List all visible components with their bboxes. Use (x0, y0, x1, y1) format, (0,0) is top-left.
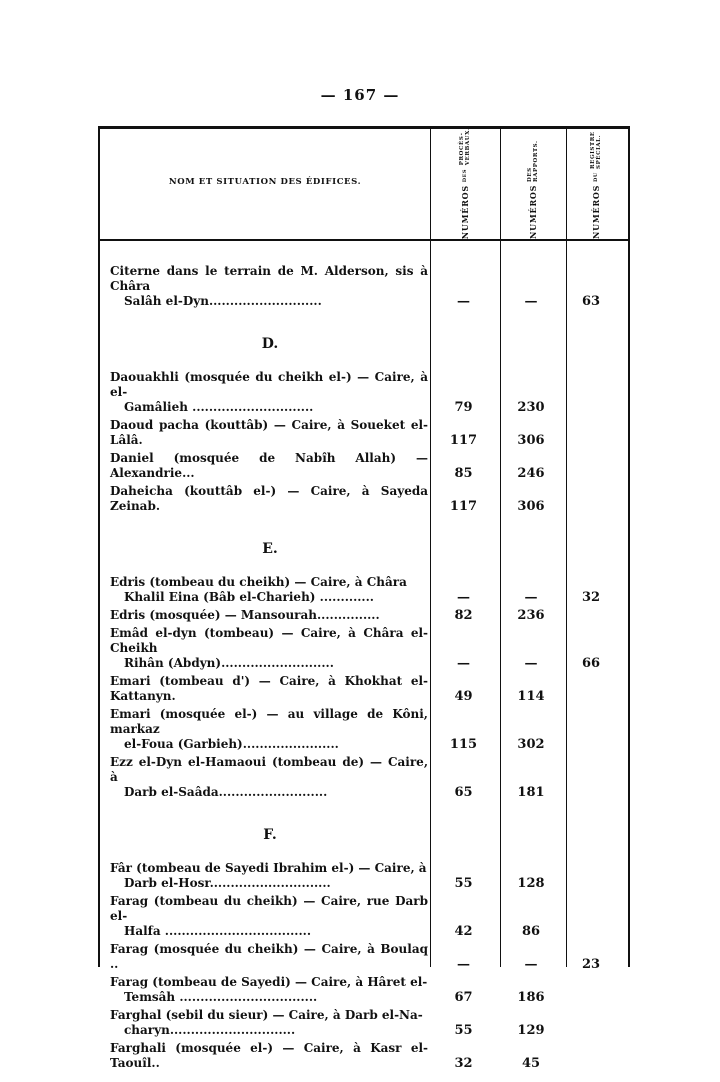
rapport-number: 128 (517, 876, 545, 891)
proces-verbal-number: 55 (454, 1023, 473, 1038)
proces-verbal-number: — (457, 294, 470, 309)
table-row (110, 975, 630, 1005)
edifice-name: Edris (tombeau du cheikh) — Caire, à Châra Khalil Eina (Bâb el-Charieh) ............. (110, 575, 407, 604)
edifice-name: Daouakhli (mosquée du cheikh el-) — Caire, à el- Gamâlieh ............................. (110, 370, 428, 414)
proces-verbal-number: 115 (449, 737, 478, 752)
proces-verbal-number: — (457, 590, 470, 605)
table-row (110, 755, 630, 800)
table-row (110, 894, 630, 939)
table-row (110, 861, 630, 891)
edifice-name: Edris (mosquée) — Mansourah............... (110, 608, 380, 622)
rapport-number: 236 (517, 608, 545, 623)
table-row (110, 484, 630, 514)
table-row (110, 575, 630, 605)
table-row (110, 626, 630, 671)
edifice-name: Farag (tombeau de Sayedi) — Caire, à Hâret el- Temsâh ................................. (110, 975, 428, 1004)
rapport-number: — (524, 656, 538, 671)
edifice-name: Daoud pacha (kouttâb) — Caire, à Soueket el-Lâlâ. (110, 418, 428, 447)
section-letter: F. (263, 827, 277, 843)
rapport-number: 114 (517, 689, 545, 704)
table-row (110, 1041, 630, 1071)
proces-verbal-number: 117 (449, 499, 478, 514)
registre-number: 66 (581, 656, 601, 671)
proces-verbal-number: 79 (454, 400, 473, 415)
proces-verbal-number: 49 (454, 689, 473, 704)
proces-verbal-number: 67 (454, 990, 473, 1005)
proces-verbal-number: 65 (454, 785, 473, 800)
edifice-name: Citerne dans le terrain de M. Alderson, sis à Châra Salâh el-Dyn........................... (110, 264, 428, 308)
rapport-number: 129 (517, 1023, 545, 1038)
edifice-name: Farghal (sebil du sieur) — Caire, à Darb el-Na- charyn.............................. (110, 1008, 423, 1037)
rapport-number: 302 (517, 737, 545, 752)
edifice-name: Emari (mosquée el-) — au village de Kôni, markaz el-Foua (Garbieh)....................... (110, 707, 428, 751)
table-row (110, 674, 630, 704)
header-name-column: NOM ET SITUATION DES ÉDIFICES. (168, 177, 362, 187)
edifice-name: Emâd el-dyn (tombeau) — Caire, à Châra el-Cheikh Rihân (Abdyn)........................... (110, 626, 428, 670)
rapport-number: 306 (517, 433, 545, 448)
table-row (110, 608, 630, 623)
proces-verbal-number: 42 (454, 924, 473, 939)
rapport-number: — (524, 590, 538, 605)
table-body (110, 264, 630, 1074)
rapport-number: 246 (517, 466, 545, 481)
rapport-number: — (524, 957, 538, 972)
header-registre-special: NUMÉROS DU REGISTRE SPÉCIAL. (590, 131, 602, 239)
proces-verbal-number: 85 (454, 466, 473, 481)
edifice-name: Farghali (mosquée el-) — Caire, à Kasr el-Taouîl.. (110, 1041, 428, 1070)
edifice-name: Daniel (mosquée de Nabîh Allah) — Alexandrie... (110, 451, 428, 480)
rapport-number: 181 (517, 785, 545, 800)
table-row (110, 942, 630, 972)
edifice-name: Farag (tombeau du cheikh) — Caire, rue Darb el- Halfa ................................... (110, 894, 428, 938)
header-proces-verbaux: NUMÉROS DES PROCÈS-VERBAUX. (459, 128, 471, 240)
section-letter: D. (261, 336, 279, 352)
table-row (110, 370, 630, 415)
header-rapports: NUMÉROS DES RAPPORTS. (527, 140, 539, 239)
registre-number: 63 (581, 294, 601, 309)
proces-verbal-number: 32 (454, 1056, 473, 1071)
rapport-number: 306 (517, 499, 545, 514)
edifice-name: Emari (tombeau d') — Caire, à Khokhat el-Kattanyn. (110, 674, 428, 703)
edifice-name: Farag (mosquée du cheikh) — Caire, à Boulaq .. (110, 942, 428, 971)
page-number: — 167 — (320, 86, 400, 104)
rapport-number: 86 (521, 924, 541, 939)
rapport-number: 230 (517, 400, 545, 415)
proces-verbal-number: — (457, 957, 470, 972)
table-row (110, 451, 630, 481)
table-row (110, 1008, 630, 1038)
table-row (110, 707, 630, 752)
table-row (110, 264, 630, 309)
proces-verbal-number: 82 (454, 608, 473, 623)
registre-number: 32 (581, 590, 601, 605)
edifice-name: Fâr (tombeau de Sayedi Ibrahim el-) — Caire, à Darb el-Hosr............................. (110, 861, 427, 890)
edifice-name: Ezz el-Dyn el-Hamaoui (tombeau de) — Caire, à Darb el-Saâda.......................... (110, 755, 428, 799)
edifice-name: Daheicha (kouttâb el-) — Caire, à Sayeda Zeinab. (110, 484, 428, 513)
header-rule (100, 239, 628, 241)
rapport-number: 45 (521, 1056, 541, 1071)
proces-verbal-number: 117 (449, 433, 478, 448)
proces-verbal-number: 55 (454, 876, 473, 891)
proces-verbal-number: — (457, 656, 470, 671)
section-letter: E. (262, 541, 278, 557)
table-row (110, 418, 630, 448)
rapport-number: — (524, 294, 538, 309)
rapport-number: 186 (517, 990, 545, 1005)
registre-number: 23 (581, 957, 601, 972)
